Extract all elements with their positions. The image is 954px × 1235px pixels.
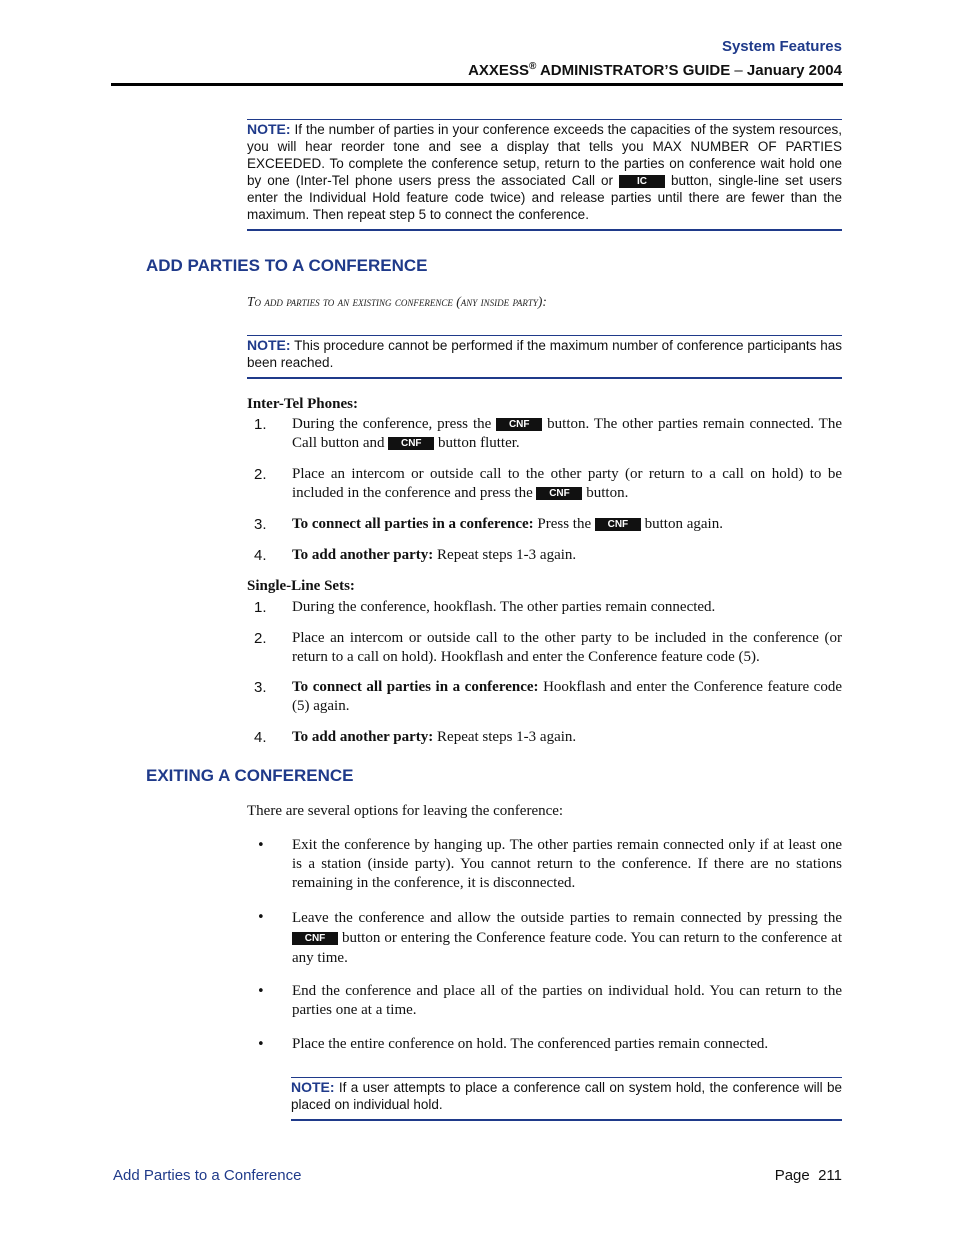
cnf-key-icon: CNF xyxy=(388,437,434,450)
step-number: 1. xyxy=(254,416,267,433)
guide-date: January 2004 xyxy=(746,62,842,79)
cnf-key-icon: CNF xyxy=(496,418,542,431)
cnf-key-icon: CNF xyxy=(536,487,582,500)
registered-mark: ® xyxy=(528,61,537,72)
step-number: 4. xyxy=(254,729,267,746)
cnf-key-icon: CNF xyxy=(292,932,338,945)
step-text: During the conference, press the xyxy=(292,416,497,432)
cnf-key-icon: CNF xyxy=(595,518,641,531)
step-text: Place an intercom or outside call to the other party to be included in the conference (or return to a call on hold). Hookflash and enter the Conference feature code (5). xyxy=(292,630,842,665)
procedure-title: To add parties to an existing conference (any inside party): xyxy=(247,294,547,309)
list-item xyxy=(247,598,842,617)
step-text: button. The other parties remain connected. The Call button and xyxy=(292,416,842,451)
guide-dash: – xyxy=(730,62,747,79)
note-system-hold xyxy=(291,1077,842,1121)
step-number: 4. xyxy=(254,547,267,564)
note-text: If a user attempts to place a conference call on system hold, the conference will be placed on individual hold. xyxy=(291,1080,842,1112)
list-item xyxy=(247,728,842,747)
list-item xyxy=(247,908,842,968)
running-header-section: System Features xyxy=(721,38,842,55)
bullet-icon: • xyxy=(257,910,265,925)
running-header-guide xyxy=(468,61,842,79)
note-capacity xyxy=(247,119,842,231)
step-number: 2. xyxy=(254,466,267,483)
footer-section-title: Add Parties to a Conference xyxy=(113,1167,302,1184)
list-item xyxy=(247,546,842,565)
list-item xyxy=(247,465,842,503)
list-item xyxy=(247,1035,842,1054)
step-text: button flutter. xyxy=(434,435,520,451)
step-text: Press the xyxy=(533,516,595,532)
bullet-icon: • xyxy=(257,984,265,999)
section-heading-exiting: EXITING A CONFERENCE xyxy=(146,766,354,785)
footer-page xyxy=(775,1167,842,1184)
note-label: NOTE: xyxy=(247,337,291,353)
note-text-b: button, single-line set users enter the Individual Hold feature code twice) and release parties until there are fewer than the maximum. Then repeat step 5 to connect the conference. xyxy=(247,173,842,222)
guide-title: ADMINISTRATOR’S GUIDE xyxy=(536,62,731,79)
bullet-text: button or entering the Conference feature code. You can return to the conference at any time. xyxy=(292,930,842,966)
list-item xyxy=(247,629,842,667)
step-text: button. xyxy=(582,485,629,501)
step-number: 3. xyxy=(254,679,267,696)
list-item xyxy=(247,678,842,716)
step-number: 2. xyxy=(254,630,267,647)
bullet-text: Leave the conference and allow the outside parties to remain connected by pressing the xyxy=(292,910,842,926)
subheading-single-line-sets: Single-Line Sets: xyxy=(247,578,355,594)
page-label: Page xyxy=(774,1167,810,1184)
bullet-icon: • xyxy=(257,1037,265,1052)
list-item xyxy=(247,982,842,1020)
step-lead: To connect all parties in a conference: xyxy=(292,516,534,532)
intro-paragraph: There are several options for leaving the conference: xyxy=(247,803,564,819)
bullet-text: Place the entire conference on hold. The conferenced parties remain connected. xyxy=(292,1036,769,1052)
guide-brand: AXXESS xyxy=(468,62,529,79)
step-number: 1. xyxy=(254,599,267,616)
ic-key-icon: IC xyxy=(619,175,665,188)
page-number: 211 xyxy=(818,1167,842,1184)
bullet-text: Exit the conference by hanging up. The other parties remain connected only if at least one is a station (inside party). You cannot return to the conference. If there are no stations remaining in the conference, it is disconnected. xyxy=(292,837,842,891)
step-text: button again. xyxy=(640,516,723,532)
note-text: This procedure cannot be performed if the maximum number of conference participants has been reached. xyxy=(247,338,842,370)
step-text: Hookflash and enter the Conference feature code (5) again. xyxy=(292,679,842,714)
note-text-a: If the number of parties in your conference exceeds the capacities of the system resources, you will hear reorder tone and see a display that tells you MAX NUMBER OF PARTIES EXCEEDED. To complete the conference setup, return to the parties on conference wait hold one by one (Inter-Tel phone users press the associated Call or xyxy=(247,122,842,188)
step-number: 3. xyxy=(254,516,267,533)
note-maximum xyxy=(247,335,842,379)
list-item xyxy=(247,836,842,893)
step-lead: To add another party: xyxy=(292,729,434,745)
list-item xyxy=(247,415,842,453)
subheading-intertel-phones: Inter-Tel Phones: xyxy=(247,396,358,412)
list-item xyxy=(247,515,842,534)
bullet-icon: • xyxy=(257,838,265,853)
header-rule xyxy=(111,83,843,86)
step-lead: To add another party: xyxy=(292,547,434,563)
section-heading-add-parties: ADD PARTIES TO A CONFERENCE xyxy=(146,256,428,275)
step-text: Repeat steps 1-3 again. xyxy=(433,547,577,563)
note-label: NOTE: xyxy=(247,121,291,137)
bullet-text: End the conference and place all of the parties on individual hold. You can return to the parties one at a time. xyxy=(292,983,842,1018)
step-text: Repeat steps 1-3 again. xyxy=(433,729,577,745)
step-text: During the conference, hookflash. The other parties remain connected. xyxy=(292,599,716,615)
note-label: NOTE: xyxy=(291,1079,335,1095)
step-lead: To connect all parties in a conference: xyxy=(292,679,539,695)
step-text: Place an intercom or outside call to the other party (or return to a call on hold) to be included in the conference and press the xyxy=(292,466,842,501)
